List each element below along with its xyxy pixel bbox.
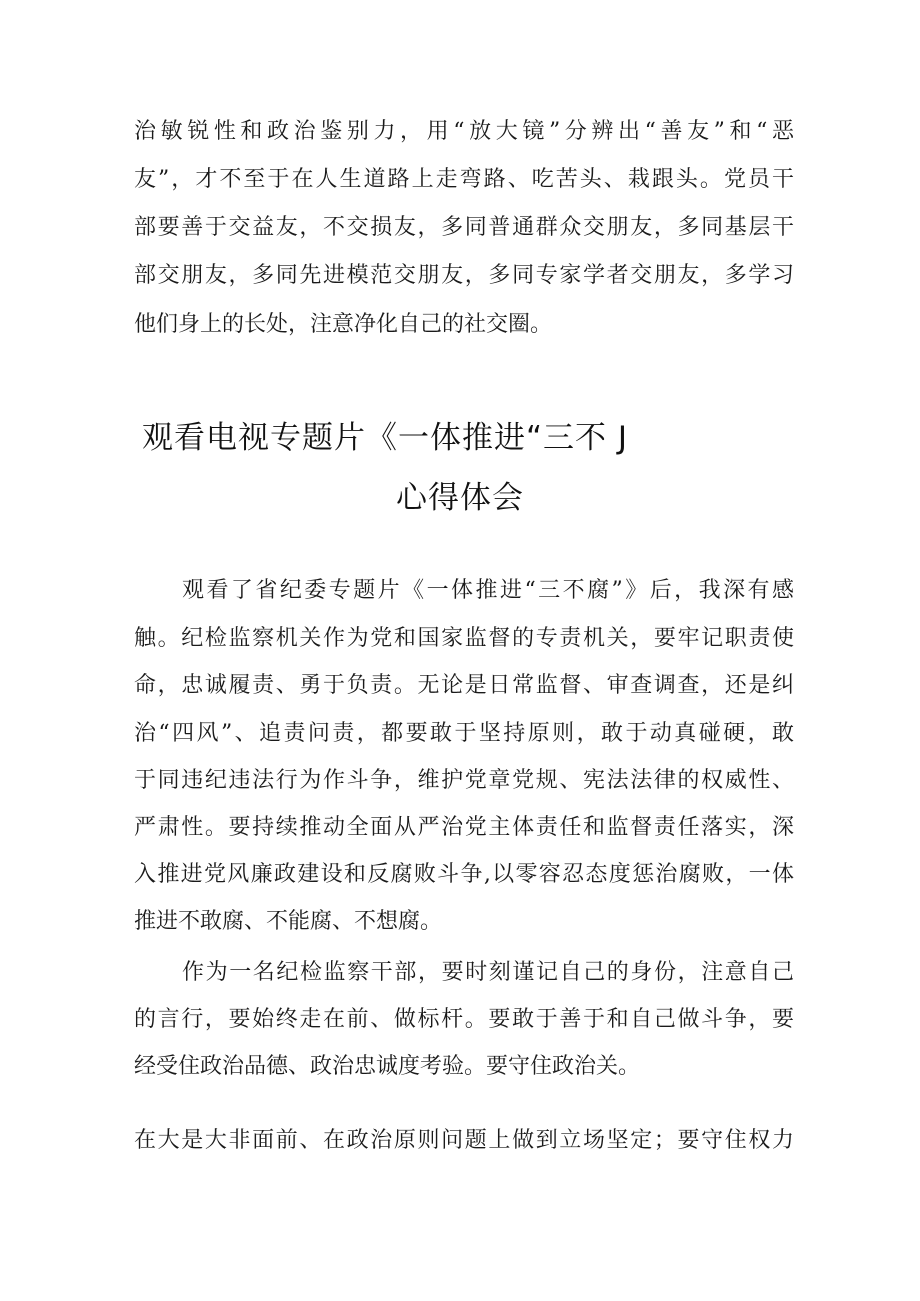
paragraph-line: 推进不敢腐、不能腐、不想腐。 (134, 909, 443, 934)
paragraph-line: 命，忠诚履责、勇于负责。无论是日常监督、审查调查，还是纠 (134, 673, 794, 698)
paragraph-line: 观看了省纪委专题片《一体推进“三不腐”》后，我深有感 (182, 578, 794, 603)
paragraph-line: 他们身上的长处，注意净化自己的社交圈。 (134, 312, 553, 337)
paragraph-line: 部要善于交益友，不交损友，多同普通群众交朋友，多同基层干 (134, 215, 794, 240)
paragraph-line: 触。纪检监察机关作为党和国家监督的专责机关，要牢记职责使 (134, 626, 794, 651)
paragraph-line: 于同违纪违法行为作斗争，维护党章党规、宪法法律的权威性、 (134, 768, 794, 793)
paragraph-line: 治敏锐性和政治鉴别力，用“放大镜”分辨出“善友”和“恶 (134, 119, 794, 144)
paragraph-line: 经受住政治品德、政治忠诚度考验。要守住政治关。 (134, 1054, 641, 1079)
paragraph-line: 在大是大非面前、在政治原则问题上做到立场坚定；要守住权力 (134, 1128, 794, 1153)
paragraph-line: 治“四风”、追责问责，都要敢于坚持原则，敢于动真碰硬，敢 (134, 721, 794, 746)
paragraph-line: 入推进党风廉政建设和反腐败斗争,以零容忍态度惩治腐败，一体 (134, 862, 794, 887)
heading-line-2: 心得体会 (396, 480, 524, 516)
paragraph-line: 严肃性。要持续推动全面从严治党主体责任和监督责任落实，深 (134, 815, 794, 840)
paragraph-line: 作为一名纪检监察干部，要时刻谨记自己的身份，注意自己 (182, 960, 794, 985)
paragraph-line: 友”，才不至于在人生道路上走弯路、吃苦头、栽跟头。党员干 (134, 167, 794, 192)
paragraph-line: 的言行，要始终走在前、做标杆。要敢于善于和自己做斗争，要 (134, 1007, 794, 1032)
heading-line-1: 观看电视专题片《一体推进“三不 J (142, 420, 629, 456)
paragraph-line: 部交朋友，多同先进模范交朋友，多同专家学者交朋友，多学习 (134, 263, 794, 288)
